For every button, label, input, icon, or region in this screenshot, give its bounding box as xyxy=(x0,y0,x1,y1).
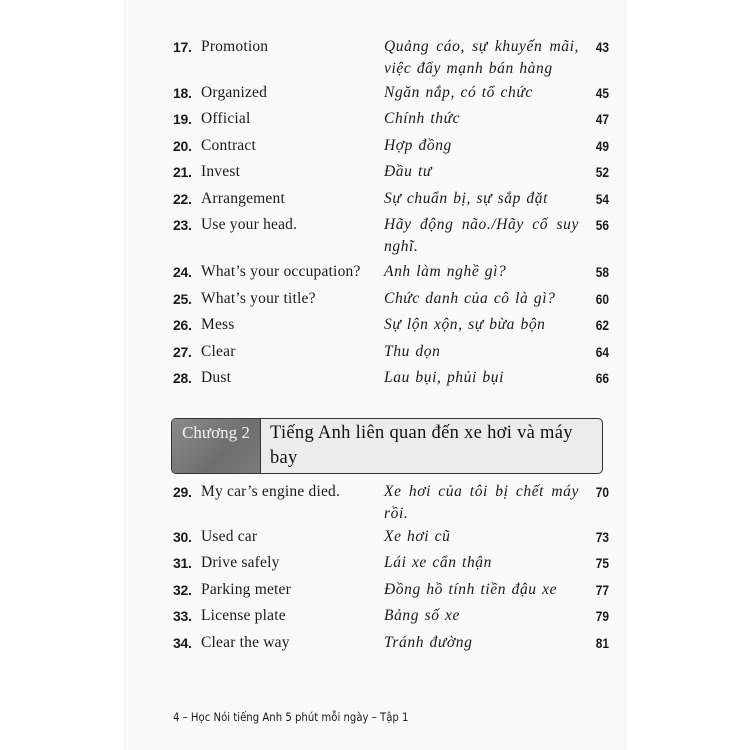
entry-page: 45 xyxy=(595,85,609,101)
entry-vietnamese: Hãy động não./Hãy cố suy nghĩ. xyxy=(384,216,579,255)
entry-english: Drive safely xyxy=(201,554,280,571)
entry-number: 24. xyxy=(173,264,192,280)
entry-number: 25. xyxy=(173,291,192,307)
entry-vietnamese: Lái xe cẩn thận xyxy=(384,554,492,571)
entry-page: 70 xyxy=(595,484,609,500)
entry-number: 32. xyxy=(173,582,192,598)
entry-number: 31. xyxy=(173,555,192,571)
entry-vietnamese: Bảng số xe xyxy=(384,607,461,624)
entry-page: 77 xyxy=(595,582,609,598)
entry-number: 20. xyxy=(173,138,192,154)
entry-page: 49 xyxy=(595,138,609,154)
entry-page: 79 xyxy=(595,608,609,624)
entry-english: Clear xyxy=(201,343,236,360)
entry-number: 26. xyxy=(173,317,192,333)
entry-number: 29. xyxy=(173,484,192,500)
entry-page: 60 xyxy=(595,291,609,307)
entry-english: Official xyxy=(201,110,251,127)
entry-english: Clear the way xyxy=(201,634,290,651)
entry-english: Contract xyxy=(201,137,256,154)
entry-vietnamese: Sự lộn xộn, sự bừa bộn xyxy=(384,316,546,333)
entry-page: 54 xyxy=(595,191,609,207)
entry-number: 17. xyxy=(173,39,192,55)
entry-page: 58 xyxy=(595,264,609,280)
chapter-heading xyxy=(171,418,603,474)
entry-number: 22. xyxy=(173,191,192,207)
entry-vietnamese: Đầu tư xyxy=(384,163,432,180)
entry-number: 21. xyxy=(173,164,192,180)
entry-number: 27. xyxy=(173,344,192,360)
entry-english: Arrangement xyxy=(201,190,285,207)
entry-vietnamese: Ngăn nắp, có tổ chức xyxy=(384,84,533,101)
book-page xyxy=(125,0,625,750)
entry-page: 47 xyxy=(595,111,609,127)
page-footer: 4 – Học Nói tiếng Anh 5 phút mỗi ngày – Tập 1 xyxy=(173,710,409,724)
chapter-label: Chương 2 xyxy=(172,419,261,473)
entry-page: 43 xyxy=(595,39,609,55)
entry-english: Dust xyxy=(201,369,232,386)
entry-vietnamese: Chức danh của cô là gì? xyxy=(384,290,556,307)
entry-vietnamese: Thu dọn xyxy=(384,343,441,360)
entry-number: 34. xyxy=(173,635,192,651)
entry-english: License plate xyxy=(201,607,286,624)
entry-english: What’s your occupation? xyxy=(201,263,361,280)
entry-page: 66 xyxy=(595,370,609,386)
entry-page: 62 xyxy=(595,317,609,333)
entry-page: 52 xyxy=(595,164,609,180)
entry-page: 81 xyxy=(595,635,609,651)
entry-vietnamese: Tránh đường xyxy=(384,634,473,651)
entry-page: 64 xyxy=(595,344,609,360)
entry-page: 73 xyxy=(595,529,609,545)
entry-vietnamese: Lau bụi, phủi bụi xyxy=(384,369,504,386)
entry-number: 19. xyxy=(173,111,192,127)
entry-english: Promotion xyxy=(201,38,269,55)
entry-page: 75 xyxy=(595,555,609,571)
entry-english: Mess xyxy=(201,316,235,333)
entry-english: Invest xyxy=(201,163,241,180)
entry-vietnamese: Đồng hồ tính tiền đậu xe xyxy=(384,581,558,598)
entry-vietnamese: Anh làm nghề gì? xyxy=(384,263,507,280)
entry-english: My car’s engine died. xyxy=(201,483,341,500)
entry-vietnamese: Hợp đồng xyxy=(384,137,452,154)
entry-number: 30. xyxy=(173,529,192,545)
entry-english: Parking meter xyxy=(201,581,291,598)
entry-vietnamese: Xe hơi của tôi bị chết máy rồi. xyxy=(384,483,579,522)
entry-vietnamese: Sự chuẩn bị, sự sắp đặt xyxy=(384,190,549,207)
entry-number: 23. xyxy=(173,217,192,233)
entry-page: 56 xyxy=(595,217,609,233)
entry-english: Organized xyxy=(201,84,268,101)
entry-vietnamese: Chính thức xyxy=(384,110,461,127)
entry-number: 28. xyxy=(173,370,192,386)
chapter-title: Tiếng Anh liên quan đến xe hơi và máy bay xyxy=(270,423,573,468)
entry-number: 18. xyxy=(173,85,192,101)
entry-english: Use your head. xyxy=(201,216,298,233)
entry-english: What’s your title? xyxy=(201,290,316,307)
entry-english: Used car xyxy=(201,528,258,545)
entry-vietnamese: Xe hơi cũ xyxy=(384,528,451,545)
entry-vietnamese: Quảng cáo, sự khuyến mãi, việc đẩy mạnh bán hàng xyxy=(384,38,579,77)
entry-number: 33. xyxy=(173,608,192,624)
